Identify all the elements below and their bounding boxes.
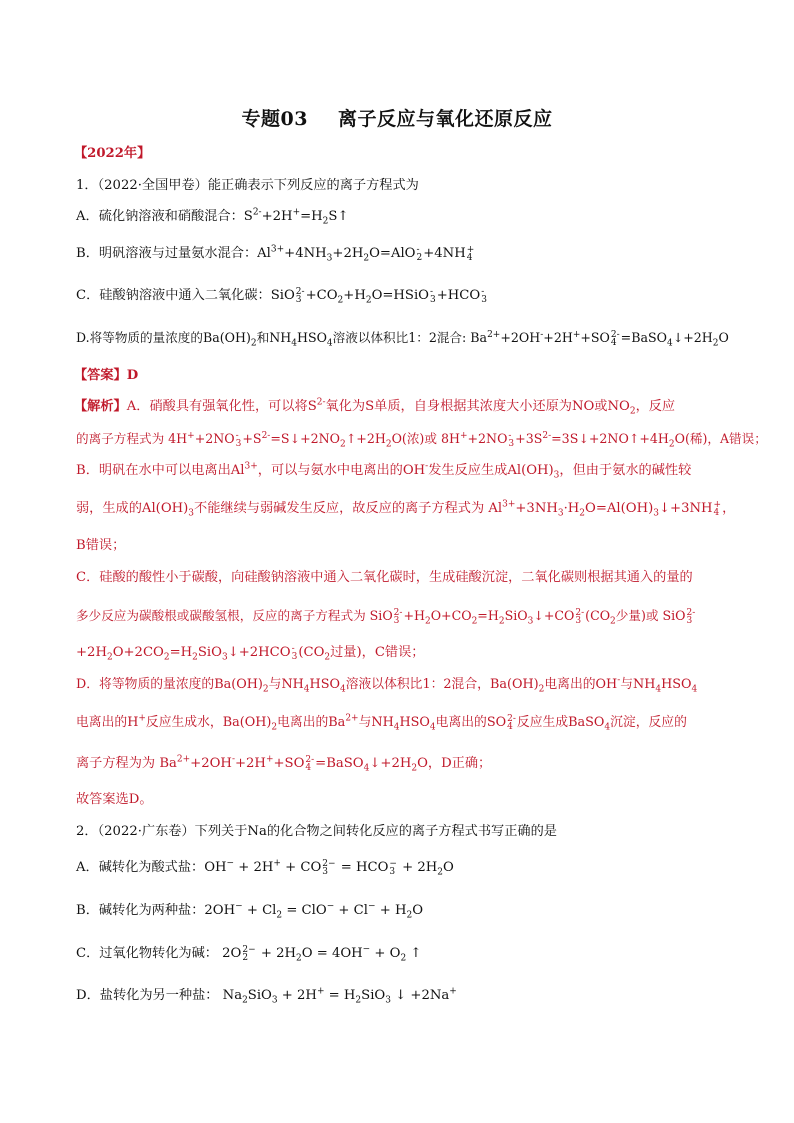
year-tag: 【2022年】 bbox=[74, 146, 151, 161]
q1-exp-c-line2: 多少反应为碳酸根或碳酸氢根，反应的离子方程式为 SiO 2- 3 $+H_2O+CO_2=H_2SiO_3↓+CO$ 2- 3 ($CO_2$少量)或 SiO 2- 3 bbox=[76, 607, 696, 627]
title-prefix: 专题03 bbox=[241, 108, 308, 130]
q2-option-a: A．碱转化为酸式盐：OH− + 2H+ + CO 2− 3 = HCO − 3 + $2H_2O$ bbox=[76, 858, 454, 878]
q1-stem: 1．（2022·全国甲卷）能正确表示下列反应的离子方程式为 bbox=[76, 178, 419, 193]
q1-conclusion: 故答案选D。 bbox=[76, 792, 153, 807]
q1-exp-b-line1: B．明矾在水中可以电离出$Al^{3+}$，可以与氨水中电离出的OH-发生反应生成$Al(OH)_3$，但由于氨水的碱性较 bbox=[76, 461, 692, 481]
q1-option-b: B．明矾溶液与过量氨水混合：$Al^{3+}+4NH_3+2H_2O=AlO$ - 2 +4NH + 4 bbox=[76, 244, 475, 264]
q1-exp-d-line3: 离子方程为为 $Ba^{2+}+2OH^-+2H^++SO$ 2- 4 $=BaSO_4↓+2H_2O$，D正确； bbox=[76, 754, 492, 774]
q1-exp-b-line2: 弱，生成的$Al(OH)_3$不能继续与弱碱发生反应，故反应的离子方程式为 $Al^{3+}+3NH_3\cdot H_2O=Al(OH)_3↓+3NH$ + 4 ， bbox=[76, 499, 736, 519]
q1-exp-a-line2: 的离子方程式为 4H++2NO - 3 $+S^{2-}=S↓+2NO_2↑+2H_2O$(浓)或 8H++2NO - 3 $+3S^{2-}=3S↓+2NO↑+4H_2O$(稀)，A错误； bbox=[76, 430, 767, 450]
q2-option-c: C．过氧化物转化为碱： 2O 2− 2 + $2H_2O = 4OH^- + O_2$ ↑ bbox=[76, 944, 422, 964]
title-main: 离子反应与氧化还原反应 bbox=[337, 108, 553, 130]
q1-option-a: A．硫化钠溶液和硝酸混合：$S^{2-}+2H^+=H_2S↑$ bbox=[76, 207, 349, 227]
q1-option-d: D.将等物质的量浓度的$Ba(OH)_2$和$NH_4HSO_4$溶液以体积比1：2混合: $Ba^{2+}+2OH^-+2H^++SO$ 2- 4 $=BaSO_4↓+2H_2O$ bbox=[76, 329, 729, 349]
q1-exp-d-line2: 电离出的H+反应生成水，$Ba(OH)_2$电离出的$Ba^{2+}$与$NH_4HSO_4$电离出的SO 2- 4 反应生成BaSO$_4$沉淀，反应的 bbox=[76, 713, 687, 733]
q1-answer: 【答案】D bbox=[74, 368, 139, 383]
q1-option-c: C．硅酸钠溶液中通入二氧化碳：SiO 2- 3 $+CO_2+H_2O=HSiO$ - 3 +HCO - 3 bbox=[76, 286, 487, 306]
q2-stem: 2．（2022·广东卷）下列关于Na的化合物之间转化反应的离子方程式书写正确的是 bbox=[76, 824, 557, 839]
q1-exp-c-line3: $+2H_2O+2CO_2=H_2SiO_3↓+2HCO$ - 3 ($CO_2$过量)，C错误； bbox=[76, 643, 425, 663]
q1-exp-c-line1: C．硅酸的酸性小于碳酸，向硅酸钠溶液中通入二氧化碳时，生成硅酸沉淀，二氧化碳则根据其通入的量的 bbox=[76, 570, 693, 585]
q2-option-d: D．盐转化为另一种盐： $Na_2SiO_3 + 2H^+ = H_2SiO_3$ ↓ +2Na+ bbox=[76, 986, 457, 1006]
q1-exp-b-line3: B错误； bbox=[76, 538, 126, 553]
q1-exp-d-line1: D．将等物质的量浓度的$Ba(OH)_2$与$NH_4HSO_4$溶液以体积比1：2混合，$Ba(OH)_2$电离出的OH-与$NH_4HSO_4$ bbox=[76, 675, 698, 695]
page-title bbox=[0, 104, 794, 131]
q1-exp-a-line1: 【解析】A．硝酸具有强氧化性，可以将$S^{2-}$氧化为S单质，自身根据其浓度大小还原为NO或$NO_2$，反应 bbox=[74, 397, 676, 417]
q2-option-b: B．碱转化为两种盐：$2OH^- + Cl_2 = ClO^- + Cl^- + H_2O$ bbox=[76, 901, 424, 921]
